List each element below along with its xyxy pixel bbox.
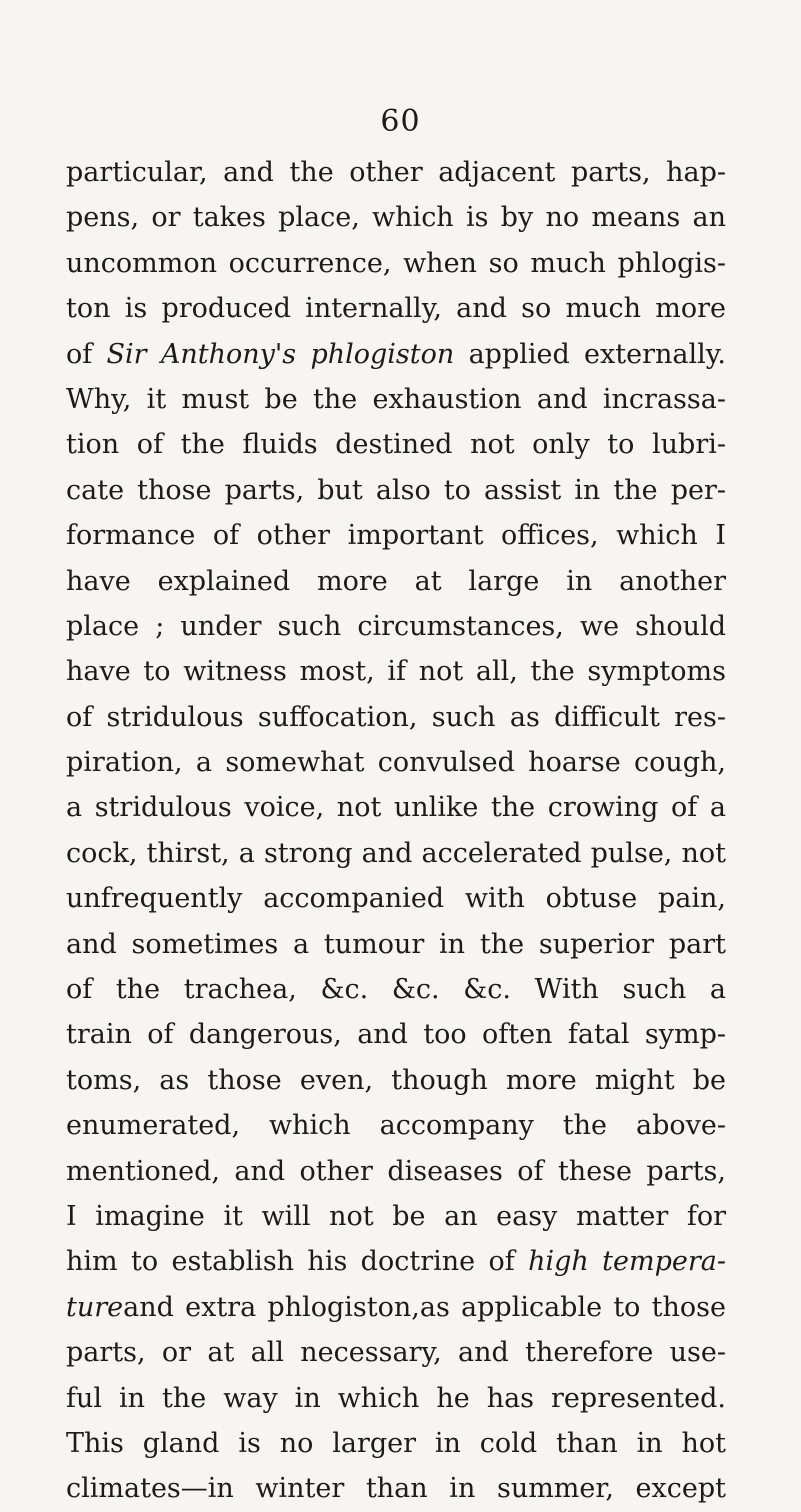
text-run: formance of other important offices, which I <box>66 520 726 552</box>
text-run: tion of the fluids destined not only to lubri- <box>66 429 726 461</box>
text-line <box>66 967 726 1012</box>
text-line <box>66 695 726 740</box>
text-line <box>66 468 726 513</box>
text-line <box>66 831 726 876</box>
text-run: cate those parts, but also to assist in the per- <box>66 474 726 506</box>
text-run: parts, or at all necessary, and therefore use- <box>66 1337 726 1369</box>
text-line <box>66 1421 726 1466</box>
text-line <box>66 422 726 467</box>
text-line <box>66 286 726 331</box>
text-run: have explained more at large in another <box>66 565 726 597</box>
italic-text: ture <box>66 1291 124 1323</box>
body-text <box>66 150 726 1512</box>
text-line <box>66 740 726 785</box>
text-line <box>66 785 726 830</box>
text-run: uncommon occurrence, when so much phlogis- <box>66 247 726 279</box>
text-line <box>66 1376 726 1421</box>
text-run: This gland is no larger in cold than in hot <box>66 1427 726 1459</box>
text-line <box>66 1103 726 1148</box>
text-line <box>66 604 726 649</box>
text-run: pens, or takes place, which is by no means an <box>66 202 726 234</box>
text-run: of stridulous suffocation, such as difficult res- <box>66 701 726 733</box>
text-line <box>66 876 726 921</box>
text-line <box>66 1012 726 1057</box>
text-run: I imagine it will not be an easy matter for <box>66 1200 726 1232</box>
text-run: cock, thirst, a strong and accelerated pulse, not <box>66 837 726 869</box>
text-line <box>66 922 726 967</box>
text-line <box>66 241 726 286</box>
text-line <box>66 1058 726 1103</box>
text-run: mentioned, and other diseases of these parts, <box>66 1155 726 1187</box>
text-run: place ; under such circumstances, we should <box>66 610 726 642</box>
text-run: unfrequently accompanied with obtuse pain, <box>66 883 726 915</box>
text-line <box>66 1239 726 1284</box>
italic-text: high tempera- <box>528 1246 726 1278</box>
text-line <box>66 1466 726 1511</box>
text-run: and sometimes a tumour in the superior part <box>66 928 726 960</box>
text-run: piration, a somewhat convulsed hoarse cough, <box>66 747 726 779</box>
text-run: ful in the way in which he has represented. <box>66 1382 726 1414</box>
text-line <box>66 1330 726 1375</box>
text-run: a stridulous voice, not unlike the crowing of a <box>66 792 726 824</box>
text-run: of <box>66 338 107 370</box>
text-run: ton is produced internally, and so much more <box>66 293 726 325</box>
text-run: have to witness most, if not all, the symptoms <box>66 656 726 688</box>
text-line <box>66 1285 726 1330</box>
text-run: climates—in winter than in summer, except <box>66 1473 726 1505</box>
text-line <box>66 1149 726 1194</box>
text-line <box>66 332 726 377</box>
text-run: enumerated, which accompany the above- <box>66 1110 726 1142</box>
text-line <box>66 195 726 240</box>
italic-text: Sir Anthony's phlogiston <box>106 338 455 370</box>
text-run: particular, and the other adjacent parts, hap- <box>66 157 726 188</box>
text-run: train of dangerous, and too often fatal symp- <box>66 1019 726 1051</box>
text-line <box>66 1194 726 1239</box>
text-run: toms, as those even, though more might be <box>66 1064 726 1096</box>
text-run: of the trachea, &c. &c. &c. With such a <box>66 974 726 1006</box>
text-run: applied externally. <box>454 338 726 370</box>
page-number: 60 <box>380 104 421 139</box>
text-run: and extra phlogiston,as applicable to those <box>123 1291 726 1323</box>
text-line <box>66 559 726 604</box>
text-line <box>66 649 726 694</box>
text-run: him to establish his doctrine of <box>66 1246 529 1278</box>
text-run: Why, it must be the exhaustion and incrassa- <box>66 383 726 415</box>
text-line <box>66 513 726 558</box>
text-line <box>66 150 726 195</box>
text-line <box>66 377 726 422</box>
